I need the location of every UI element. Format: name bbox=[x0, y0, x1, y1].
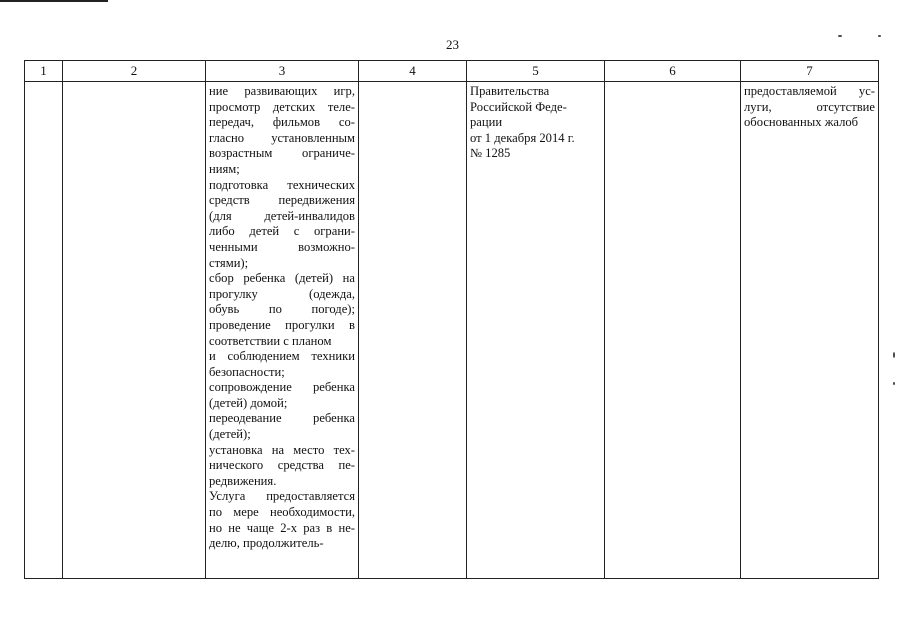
scan-mark bbox=[893, 352, 895, 358]
text-line: обоснованных жалоб bbox=[744, 115, 859, 130]
cell-col-6 bbox=[605, 82, 741, 579]
text-line: просмотр детских теле- bbox=[209, 99, 355, 114]
text-line: соответствии с планом bbox=[209, 333, 332, 348]
table-row bbox=[25, 82, 879, 579]
cell-col-7 bbox=[741, 82, 879, 579]
text-line: Услуга предоставляется bbox=[209, 489, 355, 504]
text-line: возрастным ограниче- bbox=[209, 146, 355, 161]
text-line: редвижения. bbox=[209, 473, 277, 488]
text-line: подготовка технических bbox=[209, 177, 355, 192]
text-line: луги, отсутствие bbox=[744, 99, 875, 114]
text-line: сбор ребенка (детей) на bbox=[209, 271, 355, 286]
text-line: рации bbox=[470, 115, 503, 130]
cell-col-2 bbox=[63, 82, 206, 579]
text-line: ченными возможно- bbox=[209, 239, 355, 254]
text-line: нического средства пе- bbox=[209, 458, 355, 473]
cell-col-1 bbox=[25, 82, 63, 579]
header-row bbox=[25, 61, 879, 82]
service-description bbox=[206, 82, 358, 552]
text-line: Правительства bbox=[470, 84, 550, 98]
cell-col-3 bbox=[206, 82, 359, 579]
col-header-4: 4 bbox=[359, 61, 467, 82]
text-line: от 1 декабря 2014 г. bbox=[470, 130, 575, 145]
scan-mark bbox=[893, 382, 895, 385]
text-line: обувь по погоде); bbox=[209, 302, 355, 317]
text-line: Российской Феде- bbox=[470, 99, 567, 114]
cell-col-5 bbox=[467, 82, 605, 579]
text-line: и соблюдением техники bbox=[209, 349, 355, 364]
page-number: 23 bbox=[446, 37, 459, 52]
text-line: предоставляемой ус- bbox=[744, 84, 875, 98]
col-header-2: 2 bbox=[63, 61, 206, 82]
quality-indicator bbox=[741, 82, 878, 131]
cell-col-4 bbox=[359, 82, 467, 579]
text-line: но не чаще 2-х раз в не- bbox=[209, 520, 355, 535]
text-line: по мере необходимости, bbox=[209, 505, 355, 520]
legal-basis bbox=[467, 82, 604, 162]
text-line: передач, фильмов со- bbox=[209, 115, 355, 130]
col-header-7: 7 bbox=[741, 61, 879, 82]
text-line: сопровождение ребенка bbox=[209, 380, 355, 395]
text-line: проведение прогулки в bbox=[209, 317, 355, 332]
text-line: делю, продолжитель- bbox=[209, 536, 324, 551]
col-header-5: 5 bbox=[467, 61, 605, 82]
text-line: гласно установленным bbox=[209, 130, 355, 145]
text-line: (для детей-инвалидов bbox=[209, 208, 355, 223]
text-line: ние развивающих игр, bbox=[209, 84, 355, 98]
top-rule bbox=[0, 0, 108, 2]
col-header-6: 6 bbox=[605, 61, 741, 82]
text-line: ниям; bbox=[209, 161, 240, 176]
col-header-1: 1 bbox=[25, 61, 63, 82]
service-table bbox=[24, 60, 879, 579]
text-line: переодевание ребенка bbox=[209, 411, 355, 426]
text-line: безопасности; bbox=[209, 364, 285, 379]
text-line: либо детей с ограни- bbox=[209, 224, 355, 239]
text-line: № 1285 bbox=[470, 146, 511, 161]
text-line: средств передвижения bbox=[209, 193, 355, 208]
text-line: прогулку (одежда, bbox=[209, 286, 355, 301]
col-header-3: 3 bbox=[206, 61, 359, 82]
text-line: стями); bbox=[209, 255, 249, 270]
text-line: (детей) домой; bbox=[209, 395, 288, 410]
text-line: установка на место тех- bbox=[209, 442, 355, 457]
text-line: (детей); bbox=[209, 427, 251, 442]
